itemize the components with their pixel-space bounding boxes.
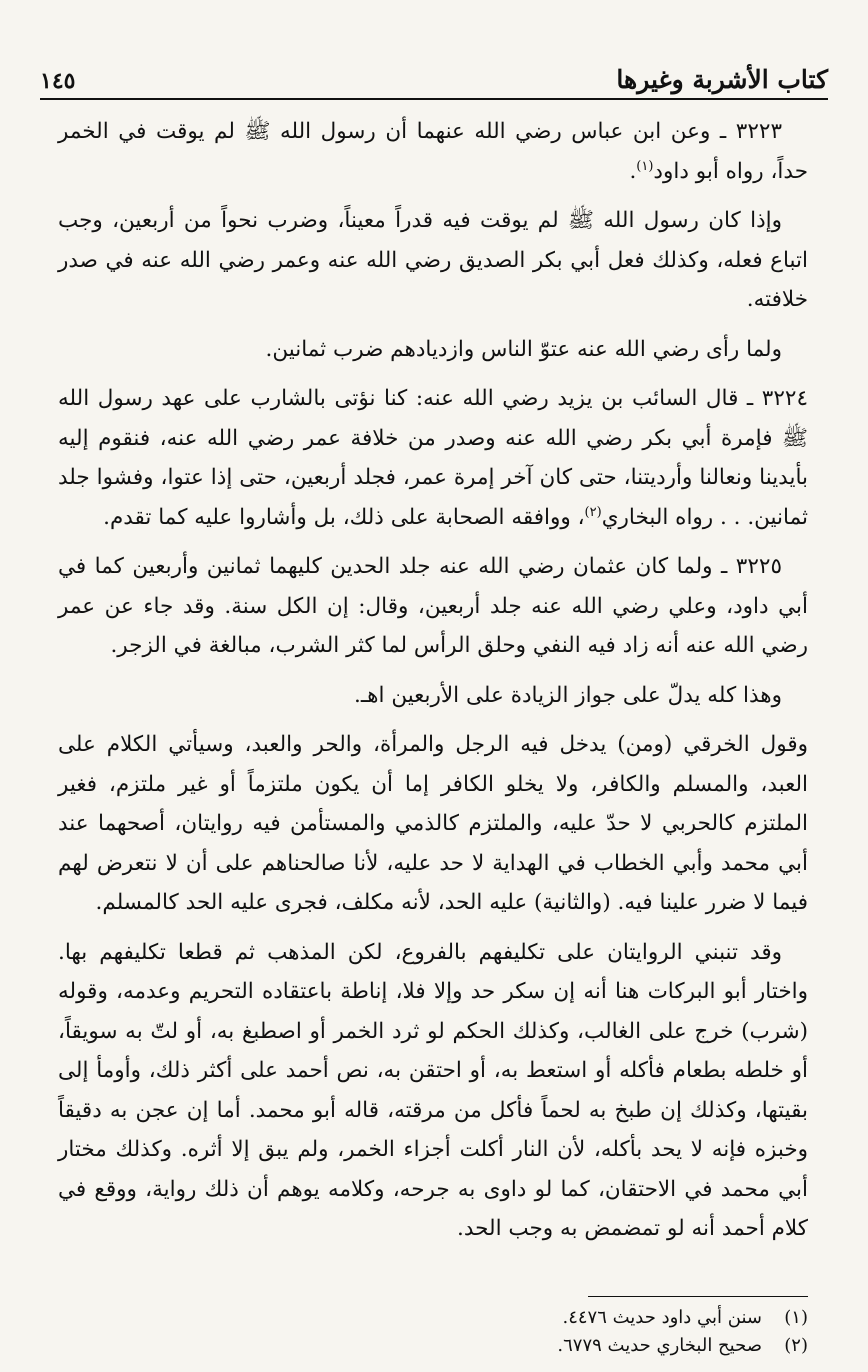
paragraph-3223: ٣٢٢٣ ـ وعن ابن عباس رضي الله عنهما أن رسول الله ﷺ لم يوقت في الخمر حداً، رواه أبو داود$^{(١)}$.: [58, 119, 808, 184]
page-body: [58, 112, 808, 1259]
footnotes: [58, 1304, 808, 1360]
page-header: [40, 58, 828, 100]
paragraph: وقول الخرقي (ومن) يدخل فيه الرجل والمرأة، والحر والعبد، وسيأتي الكلام على العبد، والمسلم والكافر، ولا يخلو الكافر إما أن يكون ملتزماً أو غير ملتزم، فغير الملتزم كالحربي لا حدّ عليه، والملتزم كالذمي والمستأمن فيه روايتان، أصحهما عند أبي محمد وأبي الخطاب في الهداية لا حد عليه، لأنا صالحناهم على أن لا نتعرض لهم فيما لا ضرر علينا فيه. (والثانية) عليه الحد، لأنه مكلف، فجرى عليه الحد كالمسلم.: [58, 732, 808, 915]
footnote-separator: [588, 1296, 808, 1297]
footnote: [58, 1304, 808, 1332]
footnote-ref-1: (١): [636, 158, 654, 174]
paragraph: ولما رأى رضي الله عنه عتوّ الناس وازديادهم ضرب ثمانين.: [265, 336, 782, 362]
footnote-ref-2: (٢): [584, 504, 602, 520]
footnote-text: صحيح البخاري حديث ٦٧٧٩.: [557, 1335, 762, 1356]
paragraph: وإذا كان رسول الله ﷺ لم يوقت فيه قدراً معيناً، وضرب نحواً من أربعين، وجب اتباع فعله، وكذلك فعل أبي بكر الصديق رضي الله عنه وعمر رضي الله عنه في صدر خلافته.: [58, 208, 808, 312]
paragraph-3225: ٣٢٢٥ ـ ولما كان عثمان رضي الله عنه جلد الحدين كليهما ثمانين وأربعين كما في أبي داود، وعلي رضي الله عنه جلد أربعين، وقال: إن الكل سنة. وقد جاء عن عمر رضي الله عنه أنه زاد فيه النفي وحلق الرأس لما كثر الشرب، مبالغة في الزجر.: [58, 554, 808, 658]
footnote-text: سنن أبي داود حديث ٤٤٧٦.: [562, 1307, 762, 1328]
paragraph: وهذا كله يدلّ على جواز الزيادة على الأربعين اهـ.: [354, 682, 782, 708]
footnote-number: (٢): [784, 1335, 808, 1356]
page-number: ١٤٥: [40, 68, 76, 94]
footnote-number: (١): [784, 1307, 808, 1328]
paragraph-3224: ٣٢٢٤ ـ قال السائب بن يزيد رضي الله عنه: كنا نؤتى بالشارب على عهد رسول الله ﷺ فإمرة أبي بكر رضي الله عنه وصدر من خلافة عمر رضي الله عنه، فنقوم إليه بأيدينا ونعالنا وأرديتنا، حتى كان آخر إمرة عمر، فجلد أربعين، حتى إذا عتوا، وفشوا جلد ثمانين. . . رواه البخاري$^{(٢)}$، ووافقه الصحابة على ذلك، بل وأشاروا عليه كما تقدم.: [58, 386, 808, 530]
paragraph: وقد تنبني الروايتان على تكليفهم بالفروع، لكن المذهب ثم قطعا تكليفهم بها. واختار أبو البركات هنا أنه إن سكر حد وإلا فلا، إناطة باعتقاده التحريم وعدمه، وقوله (شرب) خرج على الغالب، وكذلك الحكم لو ثرد الخمر أو اصطبغ به، أو لتّ به سويقاً، أو خلطه بطعام فأكله أو استعط به، أو احتقن به، نص أحمد على أكثر ذلك، وأومأ إلى بقيتها، وكذلك إن طبخ به لحماً فأكل من مرقته، قاله أبو محمد. أما إن عجن به دقيقاً وخبزه فإنه لا يحد بأكله، لأن النار أكلت أجزاء الخمر، ولم يبق إلا أثره. وكذلك مختار أبي محمد في الاحتقان، كما لو داوى به جرحه، وكلامه يوهم أن ذلك رواية، ووقع في كلام أحمد أنه لو تمضمض به وجب الحد.: [58, 939, 808, 1241]
running-title: كتاب الأشربة وغيرها: [616, 65, 828, 94]
footnote: [58, 1332, 808, 1360]
